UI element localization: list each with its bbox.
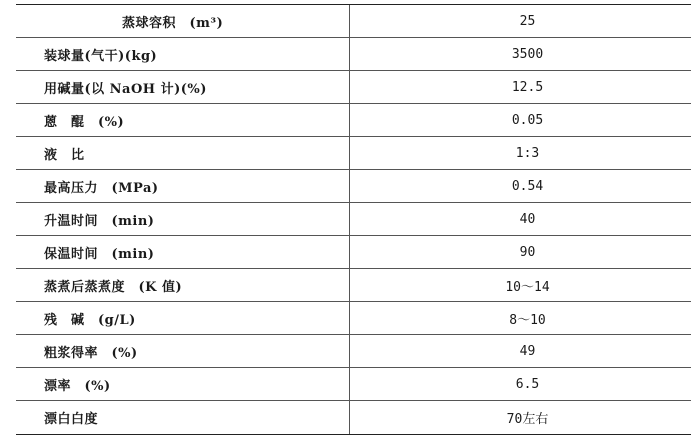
value-cell: 49 [519, 343, 536, 359]
value-cell: 10～14 [505, 279, 550, 295]
table-row [16, 203, 691, 236]
table-row [16, 104, 691, 137]
value-cell: 1:3 [515, 145, 540, 161]
parameter-cell: 残 碱 (g/L) [16, 302, 350, 334]
value-cell: 6.5 [515, 376, 540, 392]
table-row [16, 5, 691, 38]
table-row [16, 401, 691, 434]
table-row [16, 368, 691, 401]
table-row [16, 38, 691, 71]
value-cell: 12.5 [511, 79, 544, 95]
value-cell: 70左右 [506, 412, 549, 427]
value-cell: 90 [519, 244, 536, 260]
table-row [16, 302, 691, 335]
value-cell: 0.05 [511, 112, 544, 128]
table-row [16, 71, 691, 104]
parameter-cell: 装球量(气干)(kg) [16, 38, 350, 70]
value-cell: 40 [519, 211, 536, 227]
parameter-cell: 蒽 醌 (%) [16, 104, 350, 136]
value-cell: 3500 [511, 46, 544, 62]
parameter-cell: 粗浆得率 (%) [16, 335, 350, 367]
table-row [16, 269, 691, 302]
parameter-cell: 漂率 (%) [16, 368, 350, 400]
table-row [16, 170, 691, 203]
value-cell: 0.54 [511, 178, 544, 194]
parameter-cell: 蒸煮后蒸煮度 (K 值) [16, 269, 350, 301]
parameter-cell: 用碱量(以 NaOH 计)(%) [16, 71, 350, 103]
parameter-cell: 蒸球容积 (m³) [16, 5, 350, 37]
table-row [16, 236, 691, 269]
parameter-cell: 最高压力 (MPa) [16, 170, 350, 202]
table-row [16, 137, 691, 170]
value-cell: 25 [519, 13, 536, 29]
value-cell: 8～10 [509, 312, 546, 328]
parameter-cell: 液 比 [16, 137, 350, 169]
parameter-cell: 升温时间 (min) [16, 203, 350, 235]
parameter-cell: 保温时间 (min) [16, 236, 350, 268]
table-row [16, 335, 691, 368]
parameter-table [16, 4, 691, 435]
parameter-cell: 漂白白度 [16, 401, 350, 434]
